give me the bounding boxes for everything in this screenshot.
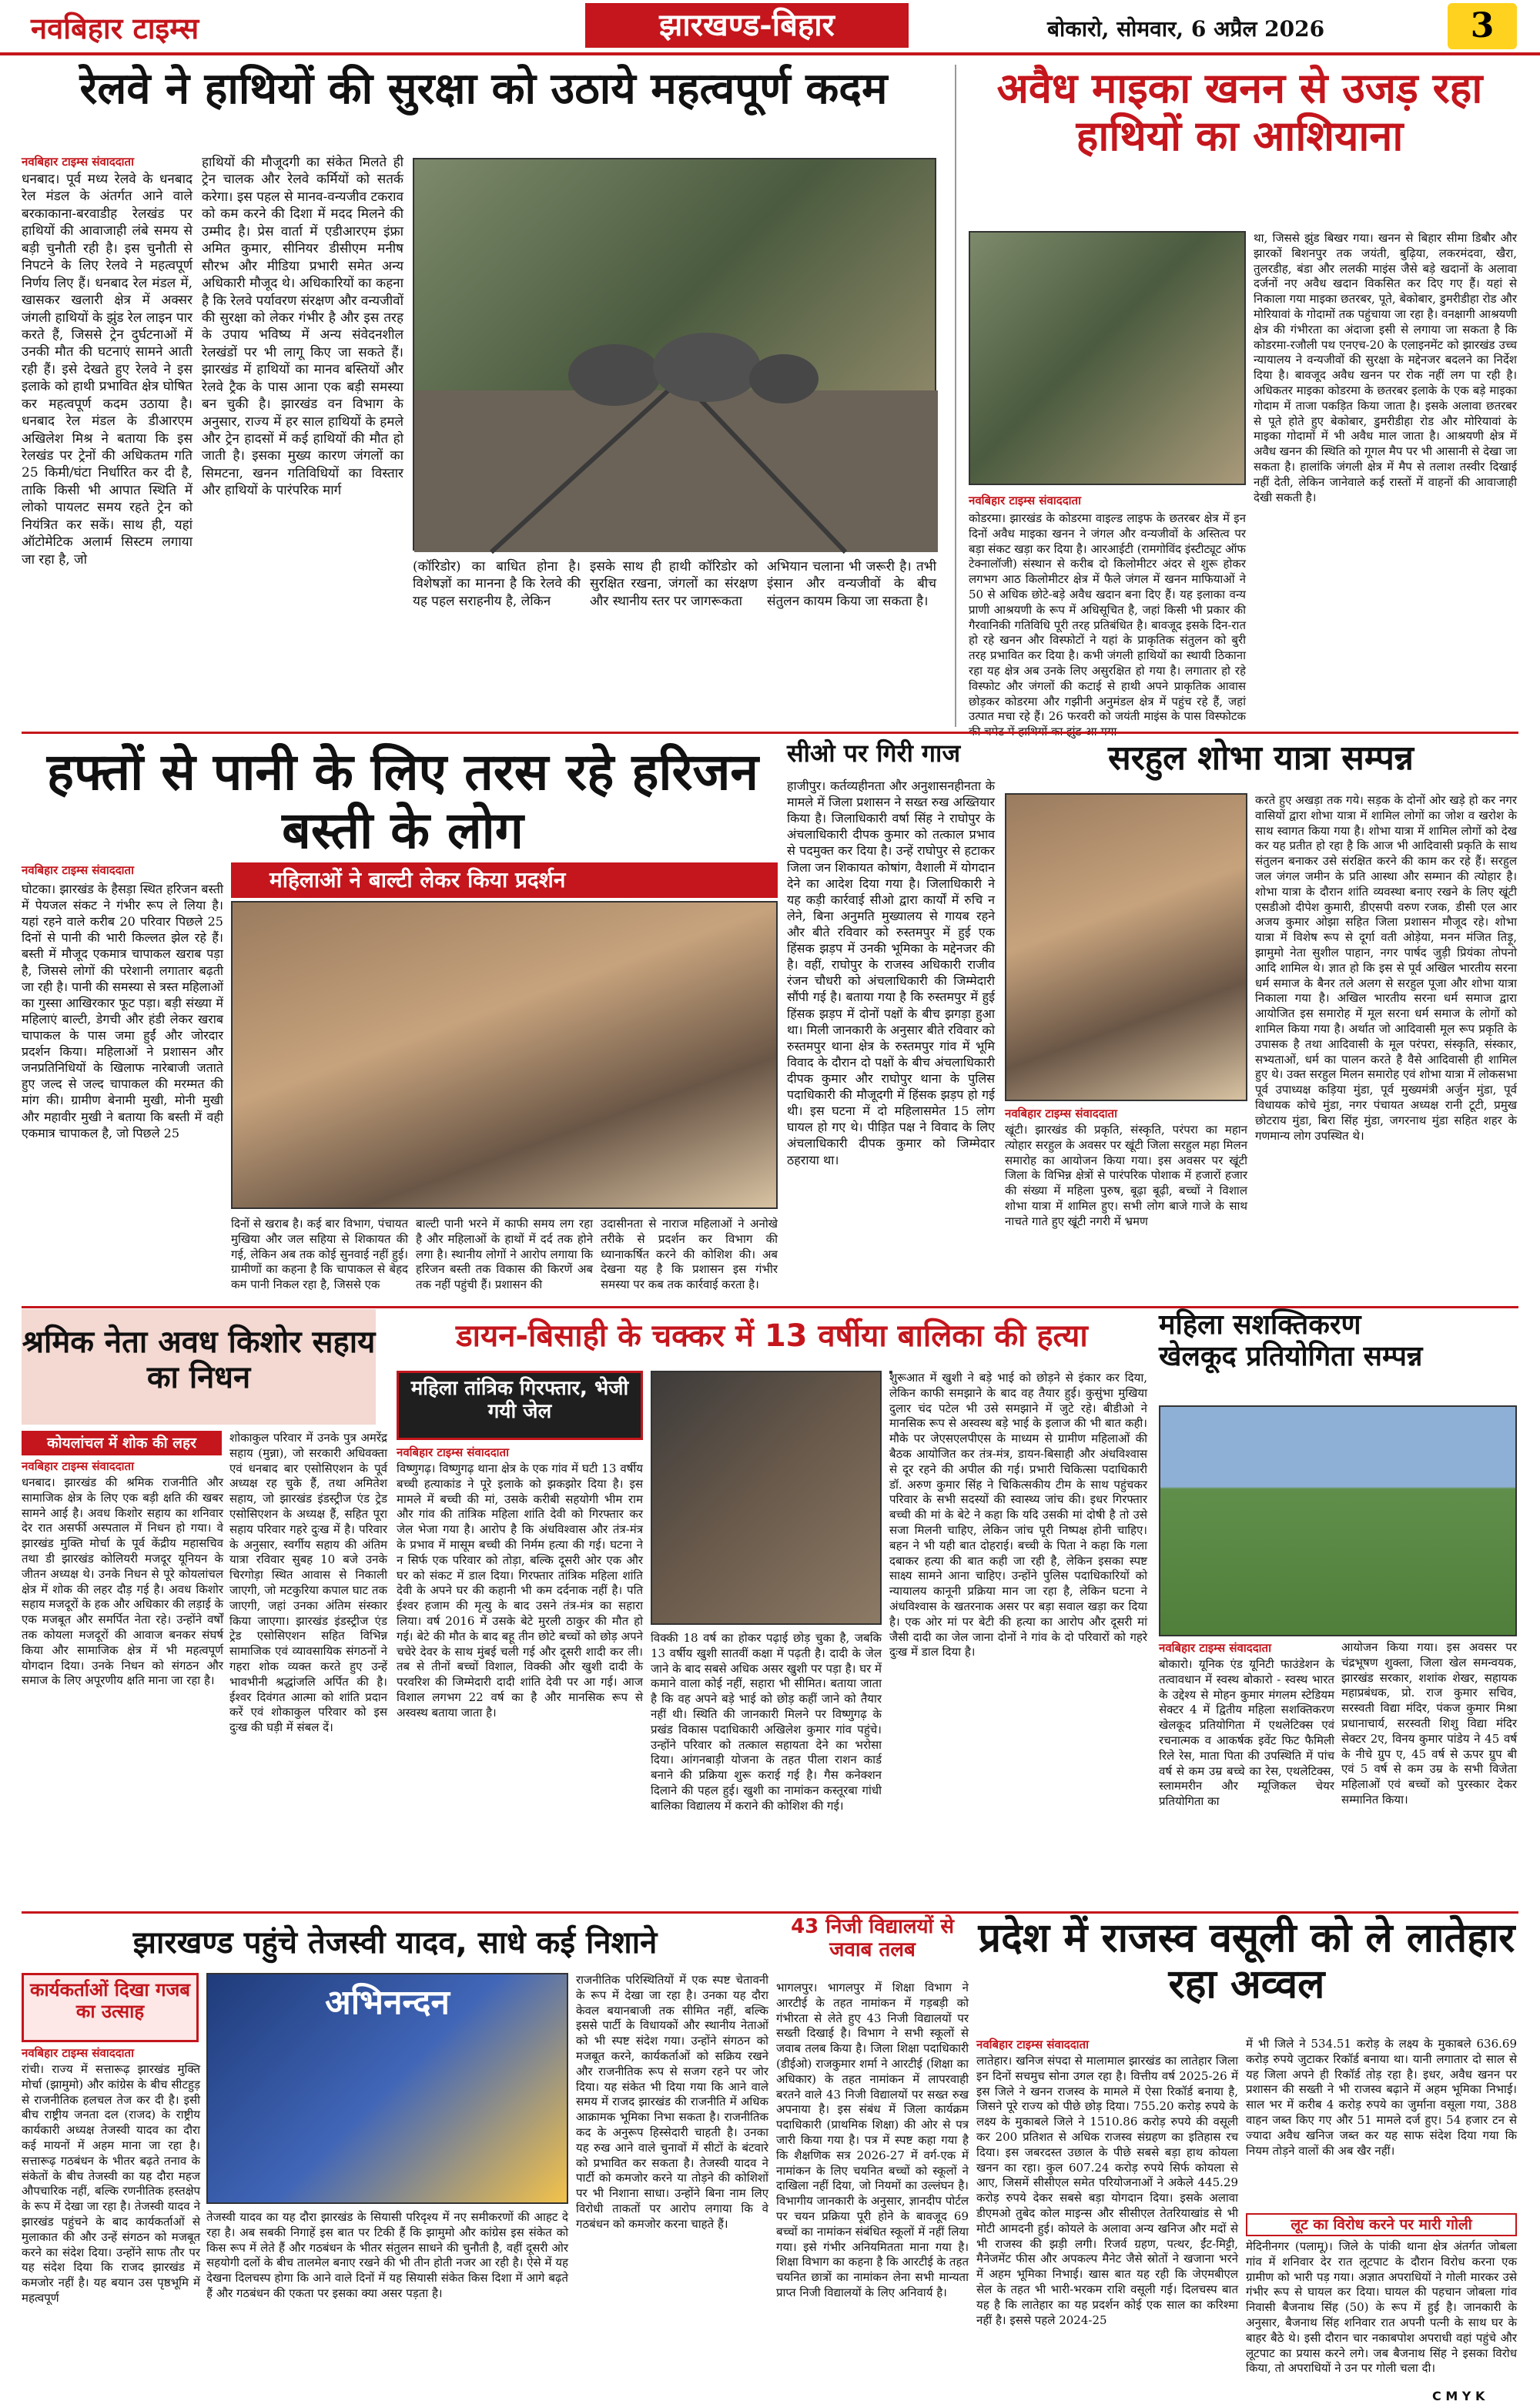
story9-photo-banner: अभिनन्दन — [325, 1983, 450, 2022]
story5-headline: सरहुल शोभा यात्रा सम्पन्न — [1108, 738, 1414, 778]
story8-byline — [1159, 1640, 1336, 1657]
story11-headline: प्रदेश में राजस्व वसूली को ले लातेहार रहा अव्वल — [978, 1915, 1515, 2008]
story8-headline-wrap — [1159, 1309, 1517, 1402]
story6-subhead: कोयलांचल में शोक की लहर — [22, 1431, 222, 1455]
story11-col2: में भी जिले ने 534.51 करोड़ के लक्ष्य के मुकाबले 636.69 करोड़ रुपये जुटाकर रिकॉर्ड बनाया था। यानी लगातार दो साल से यह जिला अपने ही रिकॉर्ड तोड़ रहा है। इधर, अवैध खनन पर प्रशासन की सख्ती ने भी राजस्व बढ़ाने में अहम भूमिका निभाई। साल भर में करीब 4 करोड़ रुपये का जुर्माना वसूला गया, 388 वाहन जब्त किए गए और 51 मामले दर्ज हुए। 54 हजार टन से ज्यादा अवैध खनिज जब्त कर यह साफ संदेश दिया गया कि नियम तोड़ने वालों की अब खैर नहीं। — [1246, 2037, 1517, 2158]
story3-col3: बाल्टी पानी भरने में काफी समय लग रहा है और महिलाओं के हाथों में दर्द तक होने लगा है। स्थानीय लोगों ने आरोप लगाया कि हरिजन बस्ती तक विकास की किरणें अब तक नहीं पहुंची हैं। प्रशासन की — [416, 1217, 593, 1292]
story11-headline-wrap — [976, 1916, 1517, 2031]
story11-col1: लातेहार। खनिज संपदा से मालामाल झारखंड का लातेहार जिला इन दिनों सचमुच सोना उगल रहा है। वित्तीय वर्ष 2025-26 में इस जिले ने खनन राजस्व के मामले में ऐसा रिकॉर्ड बनाया है, जिसने पूरे राज्य को पीछे छोड़ दिया। 755.20 करोड़ रुपये के लक्ष्य के मुकाबले जिले ने 1510.86 करोड़ रुपये की वसूली कर 200 प्रतिशत से अधिक राजस्व संग्रहण का इतिहास रच दिया। इस जबरदस्त उछाल के पीछे सबसे बड़ा हाथ कोयला खनन का रहा। कुल 607.24 करोड़ रुपये सिर्फ कोयला से आए, जिसमें सीसीएल समेत परियोजनाओं ने अकेले 445.29 करोड़ रुपये देकर सबसे बड़ा योगदान दिया। इसके अलावा डीएमओ तुबेद कोल माइन्स और सीसीएल तेतरियाखांड से भी मोटी आमदनी हुई। कोयले के अलावा अन्य खनिज और मदों से भी राजस्व की झड़ी लगी। रिजर्व ग्रहण, पत्थर, ईंट-मिट्टी, मैनेजमेंट फीस और अपकल्प मैनेट जैसे स्रोतों ने खजाना भरने में अहम भूमिका निभाई। खास बात यह रही कि जेएमबीएल सेल के तहत भी भारी-भरकम राशि वसूली गई। दिलचस्प बात यह है कि लातेहार का यह प्रदर्शन कोई एक साल का करिश्मा नहीं है। इससे पहले 2024-25 — [976, 2054, 1238, 2327]
section-tag: झारखण्ड-बिहार — [585, 3, 909, 48]
story9-subhead-box — [22, 1973, 199, 2042]
footer — [0, 2386, 1540, 2408]
story2-photo-mine — [969, 231, 1246, 485]
story6-col2: शोकाकुल परिवार में उनके पुत्र अमरेंद्र सहाय (मुन्ना), जो सरकारी अधिवक्ता एवं धनबाद बार एसोसिएशन के पूर्व अध्यक्ष रह चुके हैं, तथा अमितेश सहाय, जो झारखंड इंडस्ट्रीज एंड ट्रेड एसोसिएशन के अध्यक्ष हैं, सहित पूरा सहाय परिवार गहरे दुःख में है। परिवार के अनुसार, स्वर्गीय सहाय की अंतिम यात्रा रविवार सुबह 10 बजे उनके चिरगोड़ा स्थित आवास से निकाली जाएगी, जो मटकुरिया कपाल घाट तक जाएगी, जहां उनका अंतिम संस्कार किया जाएगा। झारखंड इंडस्ट्रीज एंड ट्रेड एसोसिएशन सहित विभिन्न सामाजिक एवं व्यावसायिक संगठनों ने गहरा शोक व्यक्त करते हुए उन्हें भावभीनी श्रद्धांजलि अर्पित की है। ईश्वर दिवंगत आत्मा को शांति प्रदान करें एवं शोकाकुल परिवार को इस दुःख की घड़ी में संबल दें। — [229, 1431, 387, 1735]
story4-body: हाजीपुर। कर्तव्यहीनता और अनुशासनहीनता के मामले में जिला प्रशासन ने सख्त रुख अख्तियार किया है। जिलाधिकारी वर्षा सिंह ने राघोपुर के अंचलाधिकारी दीपक कुमार को तत्काल प्रभाव से पदमुक्त कर दिया है। उन्हें राघोपुर से हटाकर जिला जन शिकायत कोषांग, वैशाली में योगदान देने का आदेश दिया गया है। जिलाधिकारी ने यह कड़ी कार्रवाई सीओ द्वारा कार्यों में रुचि न लेने, बिना अनुमति मुख्यालय से गायब रहने और बीते रविवार को रुस्तमपुर में हुई एक हिंसक झड़प में उनकी भूमिका के मद्देनजर की है। वहीं, राघोपुर के राजस्व अधिकारी राजीव रंजन चौधरी को अंचलाधिकारी की जिम्मेदारी सौंपी गई है। बताया गया है कि रुस्तमपुर में हुई हिंसक झड़प में दोनों पक्षों के बीच झगड़ा हुआ था। मिली जानकारी के अनुसार बीते रविवार को रुस्तमपुर थाना क्षेत्र के रुस्तमपुर गांव में भूमि विवाद के दौरान दो पक्षों के बीच अंचलाधिकारी दीपक कुमार और राघोपुर थाना के पुलिस पदाधिकारी की मौजूदगी में हिंसक झड़प हो गई थी। इस घटना में दो महिलासमेत 15 लोग घायल हो गए थे। पीड़ित पक्ष ने विवाद के लिए अंचलाधिकारी दीपक कुमार को जिम्मेदार ठहराया था। — [787, 779, 995, 1167]
story7-col1: विष्णुगढ़। विष्णुगढ़ थाना क्षेत्र के एक गांव में घटी 13 वर्षीय बच्ची हत्याकांड ने पूरे इलाके को झकझोर दिया है। इस मामले में बच्ची की मां, उसके करीबी सहयोगी भीम राम और गांव की तांत्रिक महिला शांति देवी को गिरफ्तार कर जेल भेजा गया है। आरोप है कि अंधविश्वास और तंत्र-मंत्र के प्रभाव में मासूम बच्ची की निर्मम हत्या की गई। घटना ने न सिर्फ एक परिवार को तोड़ा, बल्कि दूसरी ओर एक और घर को संकट में डाल दिया। गिरफ्तार तांत्रिक महिला शांति देवी के अपने घर की कहानी भी कम दर्दनाक नहीं है। पति ईश्वर हजाम की मृत्यु के बाद उसने तंत्र-मंत्र का सहारा लिया। वर्ष 2016 में उसके बेटे मुरली ठाकुर की मौत हो गई। बेटे की मौत के बाद बहू तीन छोटे बच्चों को छोड़ अपने चचेरे देवर के साथ मुंबई चली गई और दूसरी शादी कर ली। तब से तीनों बच्चों विशाल, विक्की और खुशी दादी के परवरिश की जिम्मेदारी दादी शांति देवी पर आ गई। आज विशाल लगभग 22 वर्ष का है और मानसिक रूप से अस्वस्थ बताया जाता है। — [397, 1462, 643, 1720]
elephant-illustration — [414, 159, 938, 552]
story1-cap2: इसके साथ ही हाथी कॉरिडोर को सुरक्षित रखना, जंगलों का संरक्षण और स्थानीय स्तर पर जागरूकता — [590, 559, 758, 609]
section-rule — [22, 1911, 1518, 1914]
story1-headline: रेलवे ने हाथियों की सुरक्षा को उठाये महत्वपूर्ण कदम — [79, 64, 888, 114]
story7-box-title: महिला तांत्रिक गिरफ्तार, भेजी गयी जेल — [410, 1377, 629, 1423]
story9-photo-welcome — [206, 1973, 568, 2204]
story7-photo-accused — [651, 1371, 882, 1625]
byline: नवबिहार टाइम्स संवाददाता — [22, 155, 134, 169]
story7-col2: विक्की 18 वर्ष का होकर पढ़ाई छोड़ चुका है, जबकि 13 वर्षीय खुशी सातवीं कक्षा में पढ़ती है। दादी के जेल जाने के बाद सबसे अधिक असर खुशी पर पड़ा है। घर में कमाने वाला कोई नहीं, सहारा भी सीमित। बताया जाता है कि वह अपने बड़े भाई को छोड़ कहीं जाने को तैयार नहीं थी। स्थिति की जानकारी मिलने पर विष्णुगढ़ के प्रखंड विकास पदाधिकारी अखिलेश कुमार गांव पहुंचे। उन्होंने परिवार को तत्काल सहायता देने का भरोसा दिया। आंगनबाड़ी योजना के तहत पीला राशन कार्ड बनाने की प्रक्रिया शुरू कराई गई है। गैस कनेक्शन दिलाने की पहल हुई। खुशी का नामांकन कस्तूरबा गांधी बालिका विद्यालय में कराने की कोशिश की गई। — [651, 1631, 882, 1813]
story10-body: भागलपुर। भागलपुर में शिक्षा विभाग ने आरटीई के तहत नामांकन में गड़बड़ी को गंभीरता से लेते हुए 43 निजी विद्यालयों पर सख्ती दिखाई है। विभाग ने सभी स्कूलों से जवाब तलब किया है। जिला शिक्षा पदाधिकारी (डीईओ) राजकुमार शर्मा ने आरटीई (शिक्षा का अधिकार) के तहत नामांकन में लापरवाही बरतने वाले 43 निजी विद्यालयों पर सख्त रुख अपनाया है। इस संबंध में जिला कार्यक्रम पदाधिकारी (प्राथमिक शिक्षा) की ओर से पत्र जारी किया गया है। पत्र में स्पष्ट कहा गया है कि शैक्षणिक सत्र 2026-27 में वर्ग-एक में नामांकन के लिए चयनित बच्चों को स्कूलों ने दाखिला नहीं दिया, जो नियमों का उल्लंघन है। विभागीय जानकारी के अनुसार, ज्ञानदीप पोर्टल पर चयन प्रक्रिया पूरी होने के बावजूद 69 बच्चों का नामांकन संबंधित स्कूलों में नहीं लिया गया। इसे गंभीर अनियमितता माना गया है। शिक्षा विभाग का कहना है कि आरटीई के तहत चयनित छात्रों का नामांकन लेना सभी मान्यता प्राप्त निजी विद्यालयों के लिए अनिवार्य है। — [776, 1981, 969, 2299]
byline: नवबिहार टाइम्स संवाददाता — [1159, 1641, 1271, 1655]
story5-byline — [1005, 1106, 1247, 1123]
byline: नवबिहार टाइम्स संवाददाता — [22, 863, 134, 877]
byline: नवबिहार टाइम्स संवाददाता — [1005, 1107, 1117, 1120]
story9-subhead: कार्यकर्ताओं दिखा गजब का उत्साह — [30, 1979, 190, 2022]
story3-col1: घोटका। झारखंड के हैसड़ा स्थित हरिजन बस्ती में पेयजल संकट ने गंभीर रूप ले लिया है। यहां रहने वाले करीब 20 परिवार पिछले 25 दिनों से पानी की भारी किल्लत झेल रहे हैं। बस्ती में मौजूद एकमात्र चापाकल खराब पड़ा है, जिससे लोगों की परेशानी लगातार बढ़ती जा रही है। पानी की समस्या से त्रस्त महिलाओं का गुस्सा आखिरकार फूट पड़ा। बड़ी संख्या में महिलाएं बाल्टी, डेगची और हंडी लेकर खराब चापाकल के पास जमा हुईं और जोरदार प्रदर्शन किया। महिलाओं ने प्रशासन और जनप्रतिनिधियों के खिलाफ नारेबाजी जताते हुए जल्द से जल्द चापाकल की मरम्मत की मांग की। ग्रामीण बेनामी मुखी, मोनी मुखी और महावीर मुखी ने बताया कि बस्ती में वही एकमात्र चापाकल है, जो पिछले 25 — [22, 882, 223, 1140]
byline: नवबिहार टाइम्स संवाददाता — [22, 2046, 134, 2060]
story6-headline-wrap — [22, 1309, 376, 1425]
story9-col1: रांची। राज्य में सत्तारूढ़ झारखंड मुक्ति मोर्चा (झामुमो) और कांग्रेस के बीच सीटहुड़ से राजनीतिक हलचल तेज कर दी है। इसी बीच राष्ट्रीय जनता दल (राजद) के राष्ट्रीय कार्यकारी अध्यक्ष तेजस्वी यादव का दौरा कई मायनों में अहम माना जा रहा है। सत्तारूढ़ गठबंधन के भीतर बढ़ते तनाव के संकेतों के बीच तेजस्वी का यह दौरा महज औपचारिक नहीं, बल्कि रणनीतिक हस्तक्षेप के रूप में देखा जा रहा है। तेजस्वी यादव ने झारखंड पहुंचने के बाद कार्यकर्ताओं से मुलाकात की और उन्हें संगठन को मजबूत करने का संदेश दिया। उन्होंने साफ तौर पर यह संदेश दिया कि राजद झारखंड में कमजोर नहीं है। यह बयान उस पृष्ठभूमि में महत्वपूर्ण — [22, 2062, 200, 2305]
story9-col3: तेजस्वी यादव का यह दौरा झारखंड के सियासी परिदृश्य में नए समीकरणों की आहट दे रहा है। अब सबकी निगाहें इस बात पर टिकी हैं कि झामुमो और कांग्रेस इस संकेत को किस रूप में लेते हैं और गठबंधन के भीतर संतुलन साधने की चुनौती है, वहीं दूसरी ओर सहयोगी दलों के बीच तालमेल बनाए रखने की भी तीन होती नजर आ रही है। ऐसे में यह देखना दिलचस्प होगा कि आने वाले दिनों में यह सियासी संकेत किस दिशा में आगे बढ़ते हैं और गठबंधन की एकता पर इसका क्या असर पड़ता है। — [206, 2210, 568, 2300]
story3-headline: हफ्तों से पानी के लिए तरस रहे हरिजन बस्ती के लोग — [46, 742, 759, 860]
story1-headline-wrap — [22, 65, 946, 142]
story4-headline: सीओ पर गिरी गाज — [787, 738, 961, 768]
story11-col3: मेदिनीनगर (पलामू)। जिले के पांकी थाना क्षेत्र अंतर्गत जोबला गांव में शनिवार देर रात लूटपाट के दौरान विरोध करना एक ग्रामीण को भारी पड़ गया। अज्ञात अपराधियों ने गोली मारकर उसे गंभीर रूप से घायल कर दिया। घायल की पहचान जोबला गांव निवासी बैजनाथ सिंह (50) के रूप में हुई है। जानकारी के अनुसार, बैजनाथ सिंह शनिवार रात अपनी पत्नी के साथ घर के बाहर बैठे थे। इसी दौरान चार नकाबपोश अपराधी वहां पहुंचे और लूटपाट का प्रयास करने लगे। जब बैजनाथ सिंह ने इसका विरोध किया, तो अपराधियों ने उन पर गोली चला दी। — [1246, 2239, 1517, 2376]
brand-name: नवबिहार टाइम्स — [31, 11, 199, 45]
story3-col2: दिनों से खराब है। कई बार विभाग, पंचायत मुखिया और जल सहिया से शिकायत की गई, लेकिन अब तक कोई सुनवाई नहीं हुई। ग्रामीणों का कहना है कि चापाकल से बेहद कम पानी निकल रहा है, जिससे एक — [231, 1217, 408, 1292]
story10-headline-wrap — [776, 1916, 969, 1978]
story7-headline: डायन-बिसाही के चक्कर में 13 वर्षीया बालिका की हत्या — [456, 1318, 1088, 1354]
story8-photo-race — [1159, 1405, 1517, 1636]
story5-headline-wrap — [1005, 739, 1517, 785]
story2-headline-wrap — [962, 65, 1517, 226]
story7-headline-wrap — [393, 1309, 1151, 1363]
byline: नवबिहार टाइम्स संवाददाता — [969, 494, 1081, 507]
story8-headline2: खेलकूद प्रतियोगिता सम्पन्न — [1159, 1341, 1423, 1373]
story11-subhead: लूट का विरोध करने पर मारी गोली — [1246, 2213, 1517, 2236]
story6-headline: श्रमिक नेता अवध किशोर सहाय का निधन — [22, 1325, 376, 1395]
story3-photo-women-buckets — [231, 901, 778, 1209]
story9-col2: राजनीतिक परिस्थितियों में एक स्पष्ट चेतावनी के रूप में देखा जा रहा है। उनका यह दौरा केवल बयानबाजी तक सीमित नहीं, बल्कि इससे पार्टी के विधायकों और स्थानीय नेताओं को भी स्पष्ट संदेश गया। उन्होंने संगठन को मजबूत करने, कार्यकर्ताओं को सक्रिय रखने और राजनीतिक रूप से सजग रहने पर जोर दिया। यह संकेत भी दिया गया कि आने वाले समय में राजद झारखंड की राजनीति में अधिक आक्रामक भूमिका निभा सकता है। राजनीतिक कद के अनुरूप हिस्सेदारी चाहती है। उनका यह रुख आने वाले चुनावों में सीटों के बंटवारे को प्रभावित कर सकता है। तेजस्वी यादव ने पार्टी को कमजोर करने या तोड़ने की कोशिशों पर भी निशाना साधा। उन्होंने बिना नाम लिए विरोधी ताकतों पर आरोप लगाया कि वे गठबंधन को कमजोर करना चाहते हैं। — [576, 1973, 768, 2231]
story8-col2: आयोजन किया गया। इस अवसर पर चंद्रभूषण शुक्ला, जिला खेल समन्वयक, झारखंड सरकार, शशांक शेखर, सहायक महाप्रबंधक, प्रो. राज कुमार सचिव, सरस्वती विद्या मंदिर, पंकज कुमार मिश्रा प्रधानाचार्य, सरस्वती शिशु विद्या मंदिर सेक्टर 2ए, विनय कुमार पांडेय ने 45 वर्ष के नीचे ग्रुप ए, 45 वर्ष से ऊपर ग्रुप बी एवं 5 वर्ष से कम उम्र के सभी विजेता महिलाओं एवं बच्चों को पुरस्कार देकर सम्मानित किया। — [1341, 1640, 1517, 1807]
dateline: बोकारो, सोमवार, 6 अप्रैल 2026 — [1047, 16, 1325, 42]
story11-byline — [976, 2037, 1238, 2054]
story3-byline — [22, 862, 222, 881]
column-divider — [955, 65, 956, 727]
story9-byline — [22, 2045, 199, 2062]
story7-box — [397, 1371, 643, 1440]
cmyk-marks: C M Y K — [1432, 2389, 1485, 2403]
story1-col1: धनबाद। पूर्व मध्य रेलवे के धनबाद रेल मंडल के अंतर्गत आने वाले बरकाकाना-बरवाडीह रेलखंड पर हाथियों की आवाजाही लंबे समय से बड़ी चुनौती रही है। इस चुनौती से निपटने के लिए रेलवे ने महत्वपूर्ण निर्णय लिए हैं। धनबाद रेल मंडल में, खासकर खलारी क्षेत्र में अक्सर जंगली हाथियों के झुंड रेल लाइन पार करते हैं, जिससे ट्रेन दुर्घटनाओं में उनकी मौत की घटनाएं सामने आती रही हैं। इसे देखते हुए रेलवे ने इस इलाके को हाथी प्रभावित क्षेत्र घोषित कर महत्वपूर्ण कदम उठाया है। धनबाद रेल मंडल के डीआरएम अखिलेश मिश्र ने बताया कि इस रेलखंड पर ट्रेनों की अधिकतम गति 25 किमी/घंटा निर्धारित कर दी है, ताकि किसी भी आपात स्थिति में लोको पायलट समय रहते ट्रेन को नियंत्रित कर सकें। साथ ही, यहां ऑटोमेटिक अलार्म सिस्टम लगाया जा रहा है, जो — [22, 172, 192, 568]
story5-photo-procession — [1005, 793, 1247, 1101]
byline: नवबिहार टाइम्स संवाददाता — [397, 1445, 509, 1459]
story1-cap3: अभियान चलाना भी जरूरी है। तभी इंसान और वन्यजीवों के बीच संतुलन कायम किया जा सकता है। — [767, 559, 936, 609]
story7-byline — [397, 1445, 643, 1462]
story2-headline: अवैध माइका खनन से उजड़ रहा हाथियों का आशियाना — [996, 64, 1483, 161]
story3-col4: उदासीनता से नाराज महिलाओं ने अनोखे तरीके से प्रदर्शन कर विभाग की ध्यानाकर्षित करने की कोशिश की। अब देखना यह है कि प्रशासन इस गंभीर समस्या पर कब तक कार्रवाई करता है। — [601, 1217, 778, 1292]
byline: नवबिहार टाइम्स संवाददाता — [976, 2038, 1089, 2051]
story2-col1: कोडरमा। झारखंड के कोडरमा वाइल्ड लाइफ के छतरबर क्षेत्र में इन दिनों अवैध माइका खनन ने जंगल और वन्यजीवों के अस्तित्व पर बड़ा संकट खड़ा कर दिया है। आरआईटी (रामगोविंद इंस्टीट्यूट ऑफ टेक्नालॉजी) संस्थान से करीब दो किलोमीटर अंदर से शुरू होकर लगभग आठ किलोमीटर क्षेत्र में फैले जंगल में खनन माफियाओं ने 50 से अधिक छोटे-बड़े अवैध खदान बना दिए हैं। यह इलाका वन्य प्राणी आश्रयणी के रूप में अधिसूचित है, जहां किसी भी प्रकार की गैरवानिकी गतिविधि पूरी तरह प्रतिबंधित है। बावजूद इसके दिन-रात हो रहे खनन और विस्फोटों ने यहां के प्राकृतिक संतुलन को बुरी तरह प्रभावित कर दिया है। कभी जंगली हाथियों का स्थायी ठिकाना रहा यह क्षेत्र अब उनके लिए असुरक्षित हो गया है। लगातार हो रहे विस्फोट और जंगलों की कटाई से हाथी अपने प्राकृतिक आवास छोड़कर कोडरमा और गझीनी अनुमंडल क्षेत्र में पहुंच रहे हैं, जहां उत्पात मचा रहे हैं। 26 फरवरी को जयंती माइंस के पास विस्फोटक — [969, 511, 1246, 724]
story1-photo-elephants — [413, 158, 936, 551]
story5-col2: करते हुए अखड़ा तक गये। सड़क के दोनों ओर खड़े हो कर नगर वासियों द्वारा शोभा यात्रा में शामिल लोगों का जोश व खरोश के साथ स्वागत किया गया है। शोभा यात्रा में शामिल लोगों को देख कर यह प्रतीत हो रहा है कि आज भी आदिवासी प्रकृति के साथ संतुलन बनाकर उसे संरक्षित करने की काम कर रहे हैं। सरहुल जल जंगल जमीन के प्रति आस्था और सम्मान की त्योहार है। शोभा यात्रा के दौरान शांति व्यवस्था बनाए रखने के लिए खूंटी एसडीओ दीपेश कुमारी, डीएसपी वरुण रजक, डीसी एल आर अजय कुमार ओझा सहित जिला प्रशासन मौजूद रहे। शोभा यात्रा में विशेष रूप से दूर्गा वती ओड़ेया, मनन मंजित तिड़ू, झामुमो नेता सुशील पाहान, नगर पार्षद जुड़ी प्रियंका तोपनो आदि शामिल थे। ज्ञात हो कि इस से पूर्व अखिल भारतीय सरना धर्म समाज के बैनर तले अलग से सरहुल पूजा और शोभा यात्रा निकाला गया है। अखिल भारतीय सरना धर्म समाज द्वारा आयोजित इस समारोह में मूल सरना धर्म समाज के लोगों को शामिल किया गया है। अर्थात जो आदिवासी मूल रूप प्रकृति के उपासक है तथा आदिवासी के मूल परंपरा, संस्कृति, संस्कार, सभ्यताओं, धर्म का पालन करते है वैसे आदिवासी ही शामिल हुए थे। उक्त सरहुल मिलन समारोह एवं शोभा यात्रा में लोकसभा पूर्व उपाध्यक्ष कड़िया मुंडा, पूर्व मुख्यमंत्री अर्जुन मुंडा, पूर्व विधायक कोचे मुंडा, नगर पंचायत अध्यक्ष रानी टूटी, प्रमुख छोटराय मुंडा, बिरा सिंह मुंडा, जगरनाथ मुंडा सहित शहर के गणमान्य लोग उपस्थित थे। — [1255, 793, 1517, 1143]
story8-col1: बोकारो। यूनिक एंड यूनिटी फाउंडेशन के तत्वावधान में स्वस्थ बोकारो - स्वस्थ भारत के उद्देश्य से मोहन कुमार मंगलम स्टेडियम सेक्टर 4 में द्वितीय महिला सशक्तिकरण खेलकूद प्रतियोगिता में एथलेटिक्स एवं रचनात्मक व आकर्षक इवेंट फिट फैमिली रिले रेस, माता पिता की उपस्थिति में पांच वर्ष से कम उम्र बच्चे का रेस, एथलेटिक्स, स्लाममरीन और म्यूजिकल चेयर प्रतियोगिता का — [1159, 1657, 1334, 1809]
masthead — [0, 0, 1540, 55]
story9-headline: झारखण्ड पहुंचे तेजस्वी यादव, साधे कई निशाने — [132, 1925, 658, 1961]
story9-headline-wrap — [22, 1916, 768, 1970]
story8-headline1: महिला सशक्तिकरण — [1159, 1309, 1361, 1341]
story7-col3: शुरूआत में खुशी ने बड़े भाई को छोड़ने से इंकार कर दिया, लेकिन काफी समझाने के बाद वह तैयार हुई। कुसुंभा मुखिया दुलार चंद पटेल भी उसे समझाने में जुटे रहे। बीडीओ ने मानसिक रूप से अस्वस्थ बड़े भाई के इलाज की भी बात कही। मौके पर जेएसएलपीएस के माध्यम से ग्रामीण महिलाओं की बैठक आयोजित कर तंत्र-मंत्र, डायन-बिसाही और अंधविश्वास से दूर रहने की अपील की गई। प्रभारी चिकित्सा पदाधिकारी डॉ. अरुण कुमार सिंह ने चिकित्सकीय टीम के साथ पहुंचकर परिवार के सभी सदस्यों की स्वास्थ्य जांच की। इधर गिरफ्तार बच्ची की मां के बेटे ने कहा कि यदि उसकी मां दोषी है तो उसे सजा मिलनी चाहिए, लेकिन जांच पूरी निष्पक्ष होनी चाहिए। बहन ने भी यही बात दोहराई। बच्ची के पिता ने कहा कि गला दबाकर हत्या की बात कही जा रही है, लेकिन इसका स्पष्ट साक्ष्य सामने आना चाहिए। उन्होंने पुलिस पदाधिकारियों को न्यायालय कानूनी प्रक्रिया मान जा रहा है, लेकिन घटना ने अंधविश्वास के खतरनाक असर पर बड़ा सवाल खड़ा कर दिया है। एक ओर मां पर बेटी की हत्या का आरोप और दूसरी मां जैसी दादी का जेल जाना दोनों ने गांव के दो परिवारों को गहरे दुःख में डाल दिया है। — [889, 1371, 1147, 1659]
story2-col2: था, जिससे झुंड बिखर गया। खनन से बिहार सीमा डिबौर और झारकों बिशनपुर तक जयंती, बुढ़िया, लकरमंदवा, खैरा, तुलरडीह, बंडा और ललकी माइंस जैसे बड़े खदानों के अलावा दर्जनों नए अवैध खदान विकसित कर दिए गए हैं। यहां से निकाला गया माइका छतरबर, पूते, बेकोबार, डुमरीडीहा रोड और मोरियावां के गोदामों तक पहुंचाया जा रहा है। वनक्षागी आश्रयणी क्षेत्र की गंभीरता का अंदाजा इसी से लगाया जा सकता है कि कोडरमा-रजौली पथ एनएच-20 के एलाइनमेंट को झारखंड उच्च न्यायालय ने वन्यजीवों की सुरक्षा के मद्देनजर बदलने का निर्देश दिया है। बावजूद अवैध खनन पर रोक नहीं लग पा रही है। अधिकतर माइका कोडरमा के छतरबर इलाके के एक बड़े माइका गोदाम में ताजा पकड़ित किया जाता है। इसके अलावा छतरबर से पूते होते हुए बेकोबार, डुमरीडीहा रोड और मोरियावां के माइका गोदामों में भी अवैध माल जाता है। आश्रयणी क्षेत्र में अवैध खनन की स्थिति को गूगल मैप पर भी आसानी से देखा जा सकता है। हालांकि जंगली क्षेत्र में मैप से तलाश तस्वीर दिखाई नहीं देती, लेकिन जानेवाले कई रास्तों में वाहनों की आवाजाही देखी सकती है। — [1254, 231, 1517, 504]
byline: नवबिहार टाइम्स संवाददाता — [22, 1459, 134, 1473]
story10-headline: 43 निजी विद्यालयों से जवाब तलब — [791, 1915, 954, 1961]
story3-caption-bar: महिलाओं ने बाल्टी लेकर किया प्रदर्शन — [231, 862, 778, 898]
story6-col1: धनबाद। झारखंड की श्रमिक राजनीति और सामाजिक क्षेत्र के लिए एक बड़ी क्षति की खबर सामने आई है। अवध किशोर सहाय का शनिवार देर रात असर्फी अस्पताल में निधन हो गया। वे झारखंड मुक्ति मोर्चा के पूर्व केंद्रीय महासचिव तथा डी झारखंड कोलियरी मजदूर यूनियन के जीतन अध्यक्ष थे। उनके निधन से पूरे कोयलांचल क्षेत्र में शोक की लहर दौड़ गई है। अवध किशोर सहाय मजदूरों के हक और अधिकार की लड़ाई के एक मजबूत और समर्पित नेता रहे। उन्होंने वर्षों तक कोयला मजदूरों की आवाज बनकर संघर्ष किया और सामाजिक क्षेत्र में भी महत्वपूर्ण योगदान दिया। उनके निधन को संगठन और समाज के लिए अपूरणीय क्षति माना जा रहा है। — [22, 1475, 223, 1688]
story3-headline-wrap — [22, 743, 784, 859]
story2-byline — [969, 493, 1246, 511]
story5-col1: खूंटी। झारखंड की प्रकृति, संस्कृति, परंपरा का महान त्योहार सरहुल के अवसर पर खूंटी जिला सरहुल महा मिलन समारोह का आयोजन किया गया। इस अवसर पर खूंटी जिला के विभिन्न क्षेत्रों से पारंपरिक पोशाक में हजारों हजार की संख्या में महिला पुरुष, बूढ़ा बूढ़ी, बच्चों ने विशाल शोभा यात्रा में शामिल हुए। सभी लोग बाजे गाजे के साथ नाचते गाते हुए खूंटी नगरी में भ्रमण — [1005, 1123, 1247, 1228]
story1-cap1: (कॉरिडोर) का बाधित होना है। विशेषज्ञों का मानना है कि रेलवे की यह पहल सराहनीय है, लेकिन — [413, 559, 581, 609]
story4-headline-wrap — [787, 739, 995, 778]
page-number: 3 — [1448, 3, 1517, 49]
story6-byline — [22, 1459, 222, 1475]
section-rule — [22, 732, 1518, 734]
story1-col2: हाथियों की मौजूदगी का संकेत मिलते ही ट्रेन चालक और रेलवे कर्मियों को सतर्क करेगा। इस पहल से मानव-वन्यजीव टकराव को कम करने की दिशा में मदद मिलने की उम्मीद है। प्रेस वार्ता में एडीआरएम इंफ्रा अमित कुमार, सीनियर डीसीएम मनीष सौरभ और मीडिया प्रभारी समेत अन्य अधिकारी मौजूद थे। अधिकारियों का कहना है कि रेलवे पर्यावरण संरक्षण और वन्यजीवों की सुरक्षा को लेकर गंभीर है और इस तरह के उपाय भविष्य में अन्य संवेदनशील रेलखंडों पर भी लागू किए जा सकते हैं। झारखंड में हाथियों का मानव बस्तियों और रेलवे ट्रैक के पास आना एक बड़ी समस्या बन चुकी है। झारखंड वन विभाग के अनुसार, राज्य में हर साल हाथियों के हमले और ट्रेन हादसों में कई हाथियों की मौत हो जाती है। इसका मुख्य कारण जंगलों का सिमटना, खनन गतिविधियों का विस्तार और हाथियों के पारंपरिक मार्ग — [202, 155, 403, 499]
section-rule — [22, 1306, 1518, 1308]
